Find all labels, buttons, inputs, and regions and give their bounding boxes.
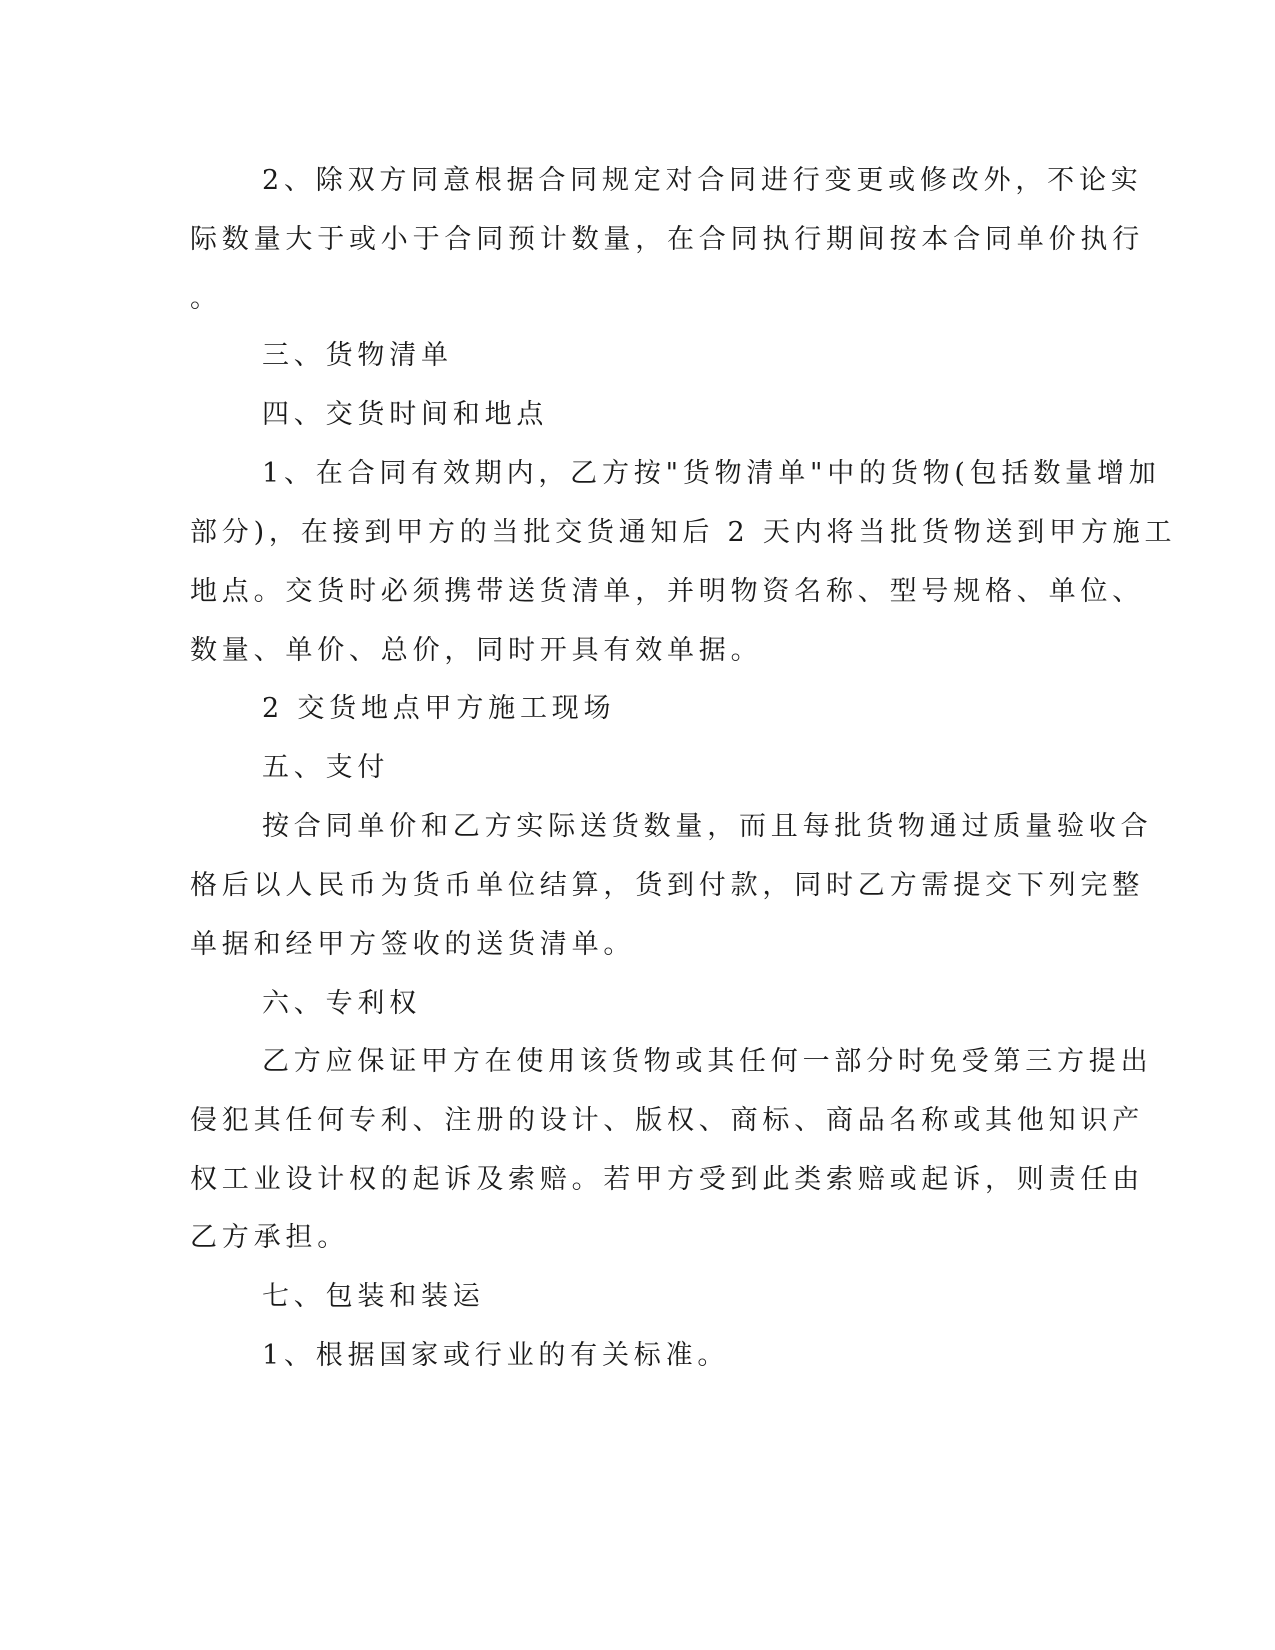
text-line: 际数量大于或小于合同预计数量，在合同执行期间按本合同单价执行 (190, 224, 1144, 255)
section-heading: 六、专利权 (262, 988, 421, 1019)
text-line: 乙方应保证甲方在使用该货物或其任何一部分时免受第三方提出 (262, 1046, 1153, 1077)
text-line: 单据和经甲方签收的送货清单。 (190, 929, 636, 960)
text-line: 1、在合同有效期内，乙方按"货物清单"中的货物(包括数量增加 (262, 458, 1161, 489)
section-heading: 七、包装和装运 (262, 1281, 485, 1312)
text-line: 。 (190, 283, 222, 314)
text-line: 数量、单价、总价，同时开具有效单据。 (190, 635, 763, 666)
section-heading: 五、支付 (262, 752, 390, 783)
text-line: 乙方承担。 (190, 1222, 349, 1253)
text-line: 地点。交货时必须携带送货清单，并明物资名称、型号规格、单位、 (190, 576, 1144, 607)
text-line: 部分)，在接到甲方的当批交货通知后 2 天内将当批货物送到甲方施工 (190, 517, 1177, 548)
text-line: 2 交货地点甲方施工现场 (262, 693, 616, 724)
text-line: 按合同单价和乙方实际送货数量，而且每批货物通过质量验收合 (262, 811, 1153, 842)
text-line: 格后以人民币为货币单位结算，货到付款，同时乙方需提交下列完整 (190, 870, 1144, 901)
text-line: 1、根据国家或行业的有关标准。 (262, 1340, 730, 1371)
section-heading: 三、货物清单 (262, 340, 453, 371)
text-line: 2、除双方同意根据合同规定对合同进行变更或修改外，不论实 (262, 165, 1143, 196)
text-line: 权工业设计权的起诉及索赔。若甲方受到此类索赔或起诉，则责任由 (190, 1164, 1144, 1195)
text-line: 侵犯其任何专利、注册的设计、版权、商标、商品名称或其他知识产 (190, 1105, 1144, 1136)
section-heading: 四、交货时间和地点 (262, 399, 549, 430)
